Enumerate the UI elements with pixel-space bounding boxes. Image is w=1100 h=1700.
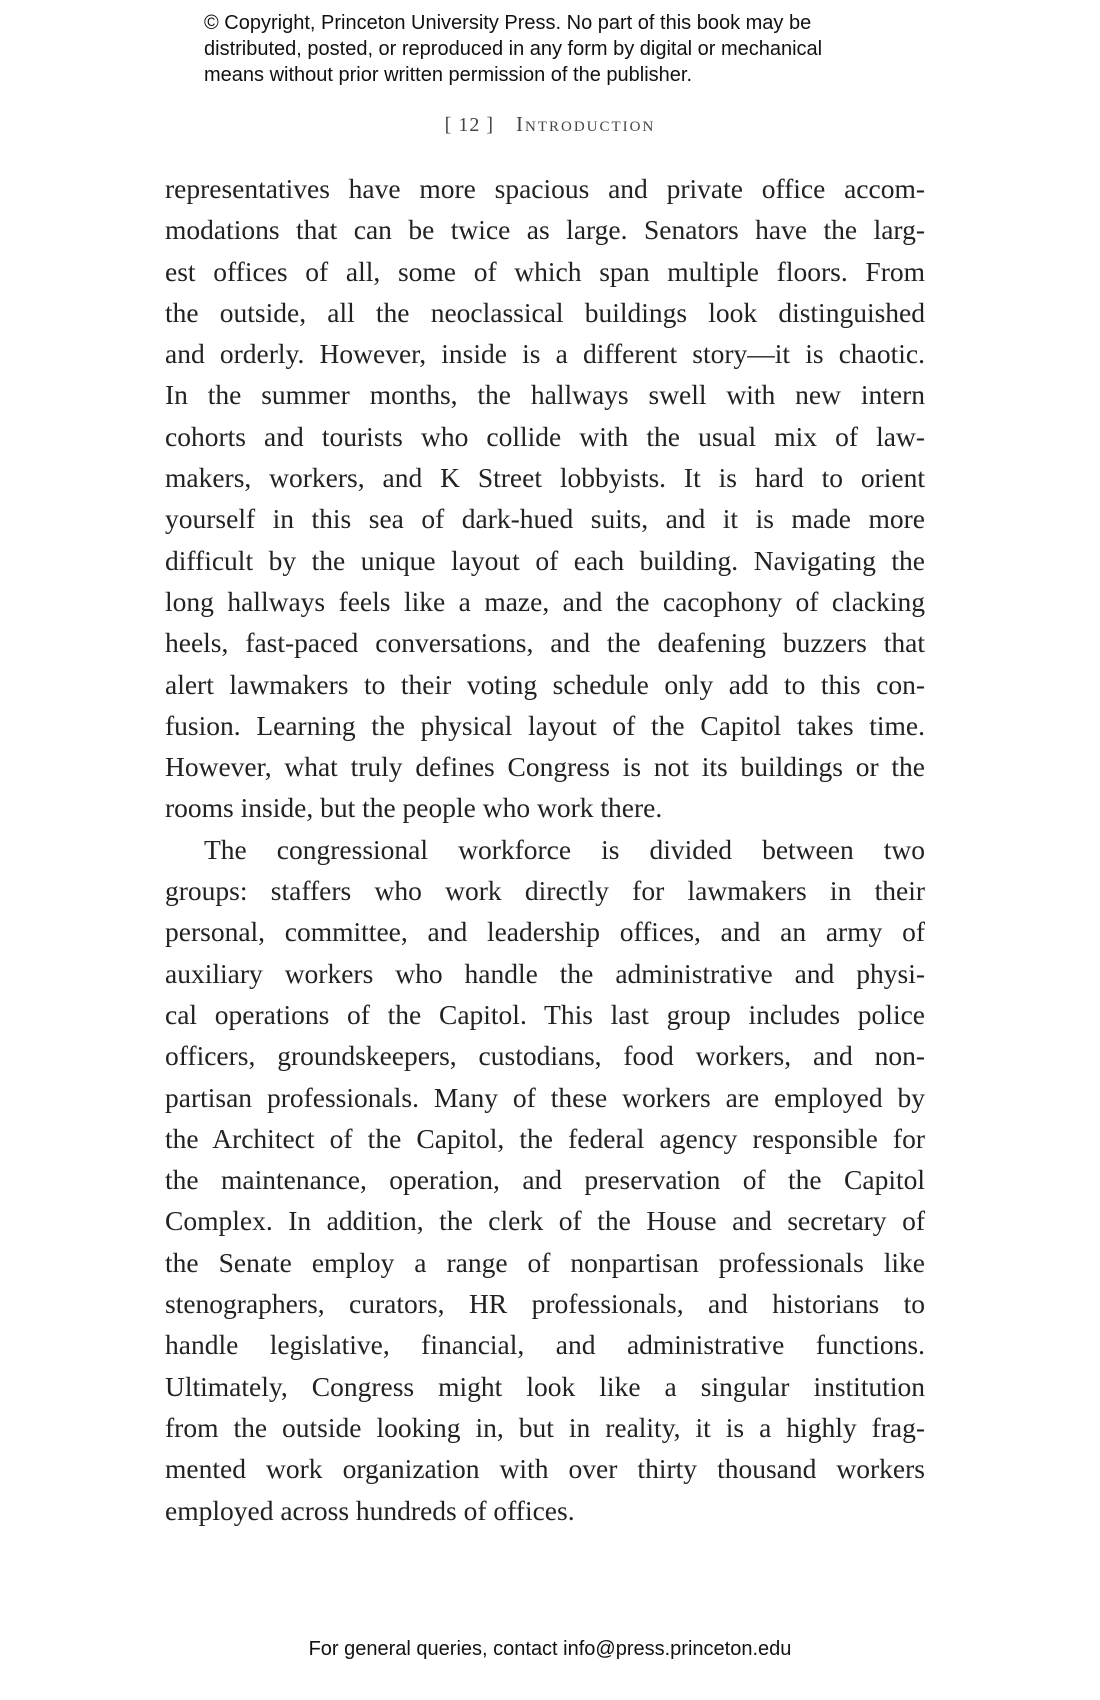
text-line: In the summer months, the hallways swell with new intern <box>165 379 925 411</box>
page-number: [ 12 ] <box>444 114 494 136</box>
text-line: groups: staffers who work directly for lawmakers in their <box>165 875 925 907</box>
copyright-line: © Copyright, Princeton University Press. No part of this book may be <box>204 12 812 34</box>
text-line: rooms inside, but the people who work there. <box>165 792 663 824</box>
text-line: The congressional workforce is divided between two <box>204 833 925 865</box>
text-line: stenographers, curators, HR professionals, and historians to <box>165 1288 925 1320</box>
text-line: mented work organization with over thirty thousand workers <box>165 1453 925 1485</box>
text-line: the maintenance, operation, and preservation of the Capitol <box>165 1164 925 1196</box>
text-line: the Architect of the Capitol, the federal agency responsible for <box>165 1122 925 1154</box>
text-line: cohorts and tourists who collide with the usual mix of law- <box>165 420 925 452</box>
text-line: from the outside looking in, but in reality, it is a highly frag- <box>165 1411 925 1443</box>
text-line: makers, workers, and K Street lobbyists. It is hard to orient <box>165 462 925 494</box>
text-line: Complex. In addition, the clerk of the House and secretary of <box>165 1205 925 1237</box>
text-line: the outside, all the neoclassical buildings look distinguished <box>165 296 925 328</box>
section-title: Introduction <box>516 112 656 136</box>
text-line: long hallways feels like a maze, and the cacophony of clacking <box>165 585 925 617</box>
text-line: difficult by the unique layout of each building. Navigating the <box>165 544 925 576</box>
text-line: officers, groundskeepers, custodians, food workers, and non- <box>165 1040 925 1072</box>
text-line: personal, committee, and leadership offices, and an army of <box>165 916 925 948</box>
text-line: employed across hundreds of offices. <box>165 1494 575 1526</box>
text-line: est offices of all, some of which span multiple floors. From <box>165 255 925 287</box>
text-line: the Senate employ a range of nonpartisan professionals like <box>165 1246 925 1278</box>
text-line: Ultimately, Congress might look like a singular institution <box>165 1370 925 1402</box>
text-line: alert lawmakers to their voting schedule only add to this con- <box>165 668 925 700</box>
text-line: cal operations of the Capitol. This last group includes police <box>165 998 925 1030</box>
text-line: yourself in this sea of dark-hued suits, and it is made more <box>165 503 925 535</box>
text-line: representatives have more spacious and private office accom- <box>165 173 925 204</box>
running-head <box>0 112 1100 137</box>
footer-contact: For general queries, contact info@press.princeton.edu <box>308 1638 792 1660</box>
body-text <box>165 168 925 1531</box>
text-line: auxiliary workers who handle the administrative and physi- <box>165 957 925 989</box>
text-line: heels, fast-paced conversations, and the deafening buzzers that <box>165 627 925 659</box>
copyright-notice <box>204 10 822 88</box>
text-line: fusion. Learning the physical layout of the Capitol takes time. <box>165 709 925 741</box>
text-line: partisan professionals. Many of these workers are employed by <box>165 1081 925 1113</box>
copyright-line: distributed, posted, or reproduced in any form by digital or mechanical <box>204 38 823 60</box>
text-line: and orderly. However, inside is a different story—it is chaotic. <box>165 338 925 370</box>
copyright-line: means without prior written permission of the publisher. <box>204 64 693 86</box>
text-line: handle legislative, financial, and administrative functions. <box>165 1329 925 1361</box>
text-line: However, what truly defines Congress is not its buildings or the <box>165 751 925 783</box>
text-line: modations that can be twice as large. Senators have the larg- <box>165 214 925 246</box>
